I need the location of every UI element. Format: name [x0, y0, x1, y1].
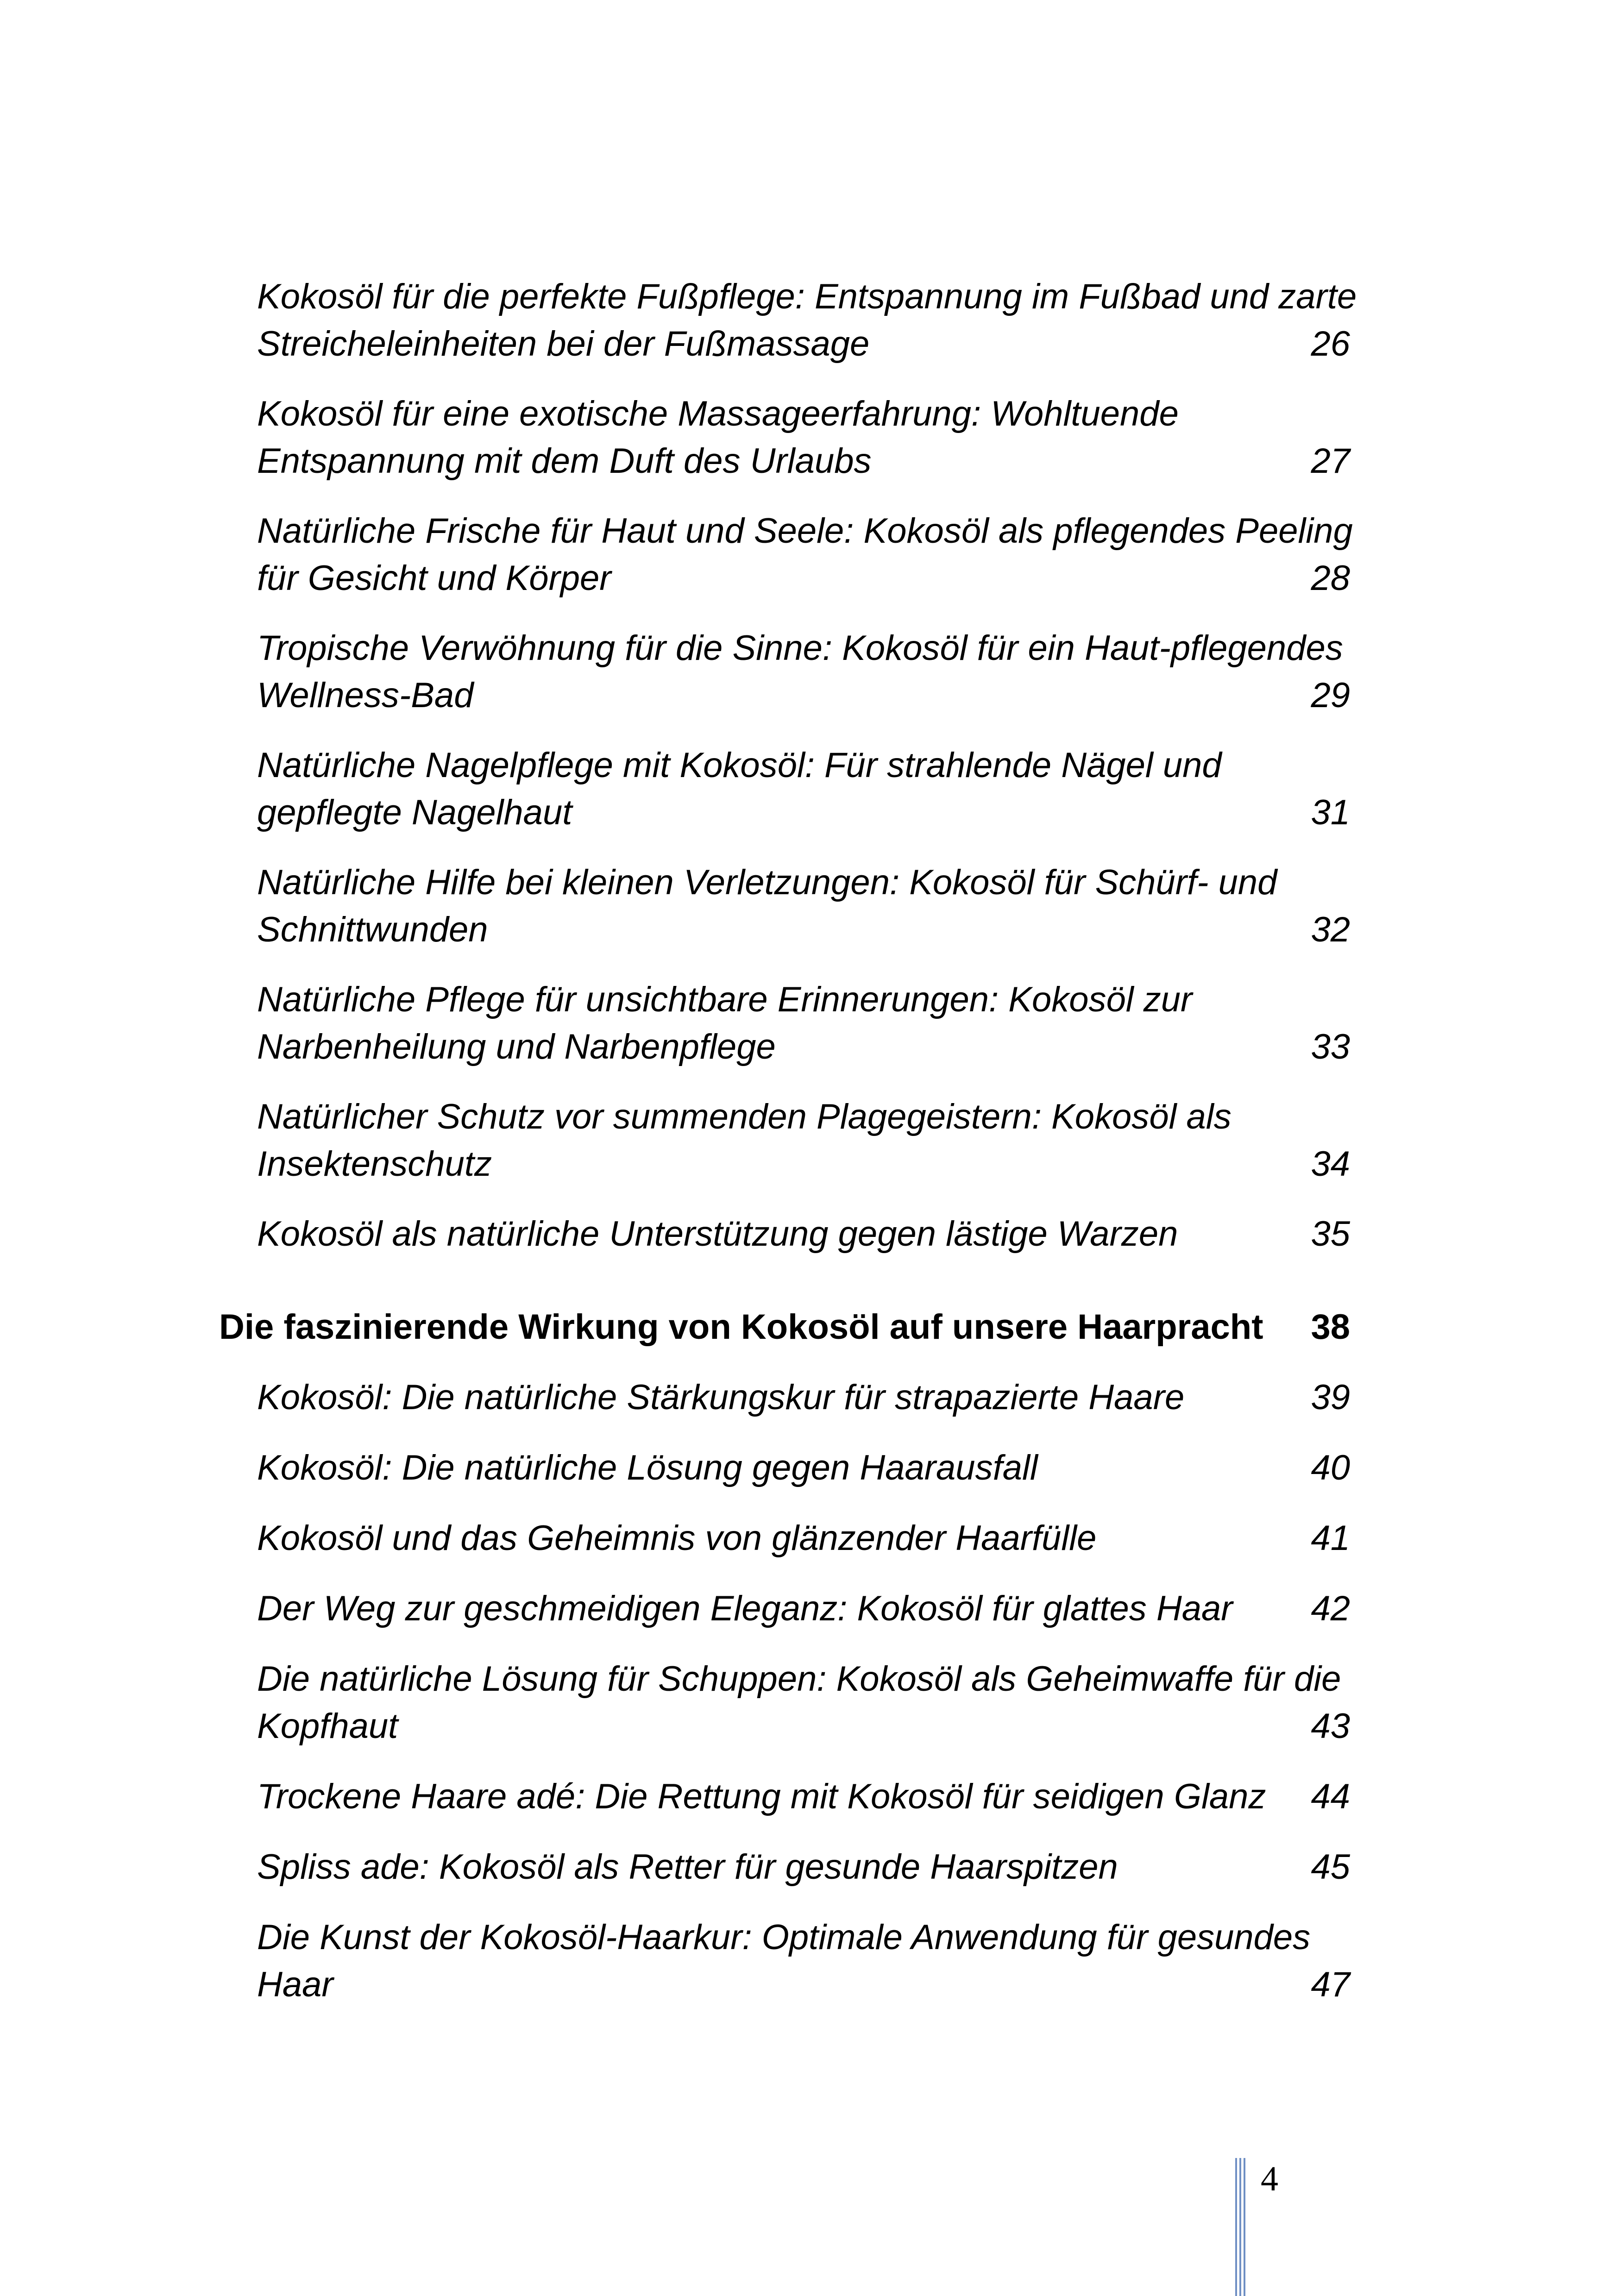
- toc-entry-title: Insektenschutz: [257, 1144, 492, 1184]
- toc-entry-title: Natürliche Frische für Haut und Seele: Kokosöl als pflegendes Peeling: [257, 511, 1353, 551]
- footer-rule-line: [1235, 2158, 1237, 2296]
- toc-entry[interactable]: [257, 1585, 1350, 1632]
- toc-entry[interactable]: [257, 1374, 1350, 1421]
- footer-rule: [1235, 2158, 1249, 2296]
- toc-entry-title: Natürlicher Schutz vor summenden Plagegeistern: Kokosöl als: [257, 1097, 1231, 1136]
- toc-page-number: 34: [1311, 1144, 1350, 1184]
- toc-entry-title: gepflegte Nagelhaut: [257, 793, 572, 832]
- toc-entry-title: Schnittwunden: [257, 910, 488, 949]
- toc-page-number: 33: [1311, 1027, 1350, 1066]
- toc-chapter-title: Die faszinierende Wirkung von Kokosöl auf unsere Haarpracht: [219, 1307, 1263, 1347]
- toc-entry[interactable]: [257, 1515, 1350, 1562]
- toc-page-number: 45: [1311, 1847, 1350, 1887]
- toc-page-number: 41: [1311, 1518, 1350, 1558]
- toc-entry-title: Natürliche Hilfe bei kleinen Verletzungen: Kokosöl für Schürf- und: [257, 863, 1277, 902]
- toc-entry-title: Kokosöl: Die natürliche Lösung gegen Haarausfall: [257, 1448, 1038, 1487]
- toc-page-number: 28: [1311, 558, 1350, 598]
- toc-entry-title: Kokosöl und das Geheimnis von glänzender Haarfülle: [257, 1518, 1097, 1558]
- toc-entry[interactable]: [257, 976, 1350, 1071]
- toc-page-number: 31: [1311, 793, 1350, 832]
- toc-entry-title: Entspannung mit dem Duft des Urlaubs: [257, 441, 872, 481]
- toc-entry-title: Kokosöl für eine exotische Massageerfahrung: Wohltuende: [257, 394, 1179, 433]
- toc-entry-title: Spliss ade: Kokosöl als Retter für gesunde Haarspitzen: [257, 1847, 1118, 1887]
- toc-entry[interactable]: [257, 859, 1350, 954]
- toc-entry-title: Natürliche Pflege für unsichtbare Erinnerungen: Kokosöl zur: [257, 980, 1193, 1019]
- toc-page-number: 47: [1311, 1965, 1350, 2004]
- toc-entry-title: Haar: [257, 1965, 333, 2004]
- toc-entry-title: Kopfhaut: [257, 1706, 398, 1746]
- toc-entry-title: Streicheleinheiten bei der Fußmassage: [257, 324, 870, 364]
- toc-page-number: 38: [1311, 1307, 1350, 1347]
- toc-entry[interactable]: [257, 742, 1350, 836]
- toc-page-number: 32: [1311, 910, 1350, 949]
- toc-chapter[interactable]: [219, 1304, 1350, 1351]
- toc-page-number: 43: [1311, 1706, 1350, 1746]
- toc-entry-title: Die Kunst der Kokosöl-Haarkur: Optimale Anwendung für gesundes: [257, 1918, 1311, 1957]
- toc-page-number: 26: [1311, 324, 1350, 364]
- toc-entry-title: Narbenheilung und Narbenpflege: [257, 1027, 776, 1066]
- toc-entry[interactable]: [257, 1093, 1350, 1188]
- toc-entry[interactable]: [257, 508, 1353, 602]
- toc-page-number: 27: [1311, 441, 1350, 481]
- toc-entry-title: Natürliche Nagelpflege mit Kokosöl: Für strahlende Nägel und: [257, 746, 1222, 785]
- toc-entry-title: Kokosöl als natürliche Unterstützung gegen lästige Warzen: [257, 1214, 1178, 1254]
- toc-entry[interactable]: [257, 1656, 1350, 1750]
- toc-entry-title: Der Weg zur geschmeidigen Eleganz: Kokosöl für glattes Haar: [257, 1589, 1233, 1628]
- toc-entry[interactable]: [257, 1211, 1350, 1258]
- toc-entry-title: für Gesicht und Körper: [257, 558, 611, 598]
- toc-entry[interactable]: [257, 390, 1350, 485]
- toc-entry-title: Wellness-Bad: [257, 676, 474, 715]
- toc-page-number: 29: [1311, 676, 1350, 715]
- toc-page-number: 42: [1311, 1589, 1350, 1628]
- toc-entry-title: Trockene Haare adé: Die Rettung mit Kokosöl für seidigen Glanz: [257, 1777, 1266, 1816]
- toc-entry-title: Kokosöl: Die natürliche Stärkungskur für strapazierte Haare: [257, 1378, 1185, 1417]
- toc-entry[interactable]: [257, 625, 1350, 719]
- toc-page-number: 40: [1311, 1448, 1350, 1487]
- toc-entry[interactable]: [257, 1773, 1350, 1820]
- toc-entry[interactable]: [257, 273, 1357, 368]
- toc-entry-title: Die natürliche Lösung für Schuppen: Kokosöl als Geheimwaffe für die: [257, 1659, 1341, 1699]
- footer-rule-line: [1244, 2158, 1245, 2296]
- toc-entry-title: Kokosöl für die perfekte Fußpflege: Entspannung im Fußbad und zarte: [257, 277, 1357, 316]
- toc-entry-title: Tropische Verwöhnung für die Sinne: Kokosöl für ein Haut-pflegendes: [257, 628, 1343, 668]
- toc-page-number: 39: [1311, 1378, 1350, 1417]
- toc-entry[interactable]: [257, 1914, 1350, 2008]
- toc-entry[interactable]: [257, 1844, 1350, 1891]
- toc-page-number: 44: [1311, 1777, 1350, 1816]
- toc-page-number: 35: [1311, 1214, 1350, 1254]
- page-number: 4: [1261, 2159, 1278, 2198]
- toc-entry[interactable]: [257, 1444, 1350, 1492]
- footer-rule-line: [1239, 2158, 1241, 2296]
